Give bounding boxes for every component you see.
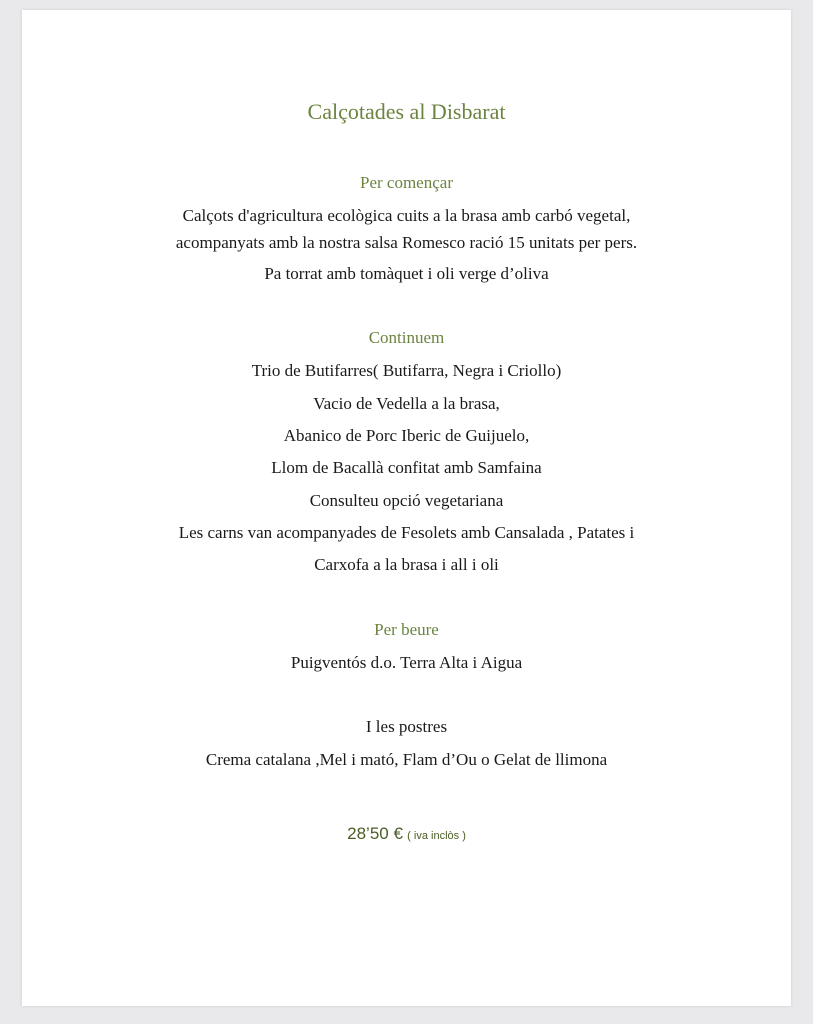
menu-line: Pa torrat amb tomàquet i oli verge d’oliva: [264, 264, 549, 283]
section-heading-per-beure: Per beure: [374, 620, 439, 639]
section-heading-postres: I les postres: [365, 717, 448, 736]
price-amount: 28’50 €: [347, 824, 403, 843]
menu-line: Carxofa a la brasa i all i oli: [314, 555, 499, 574]
menu-line: Abanico de Porc Iberic de Guijuelo,: [283, 426, 530, 445]
menu-page: [22, 10, 791, 1006]
menu-line: Trio de Butifarres( Butifarra, Negra i Criollo): [251, 361, 562, 380]
section-heading-continuem: Continuem: [368, 328, 445, 347]
menu-line: Consulteu opció vegetariana: [309, 491, 504, 510]
menu-title: Calçotades al Disbarat: [307, 99, 506, 124]
menu-line: Crema catalana ,Mel i mató, Flam d’Ou o Gelat de llimona: [205, 750, 608, 769]
menu-line: Llom de Bacallà confitat amb Samfaina: [271, 458, 542, 477]
menu-line: acompanyats amb la nostra salsa Romesco ració 15 unitats per pers.: [175, 233, 638, 252]
section-heading-per-comencar: Per començar: [360, 173, 453, 192]
menu-line: Puigventós d.o. Terra Alta i Aigua: [290, 653, 523, 672]
price-note: ( iva inclòs ): [407, 830, 466, 842]
menu-line: Calçots d'agricultura ecològica cuits a la brasa amb carbó vegetal,: [182, 206, 631, 225]
menu-line: Les carns van acompanyades de Fesolets amb Cansalada , Patates i: [178, 523, 635, 542]
menu-line: Vacio de Vedella a la brasa,: [313, 394, 500, 413]
price-line: [22, 823, 791, 847]
